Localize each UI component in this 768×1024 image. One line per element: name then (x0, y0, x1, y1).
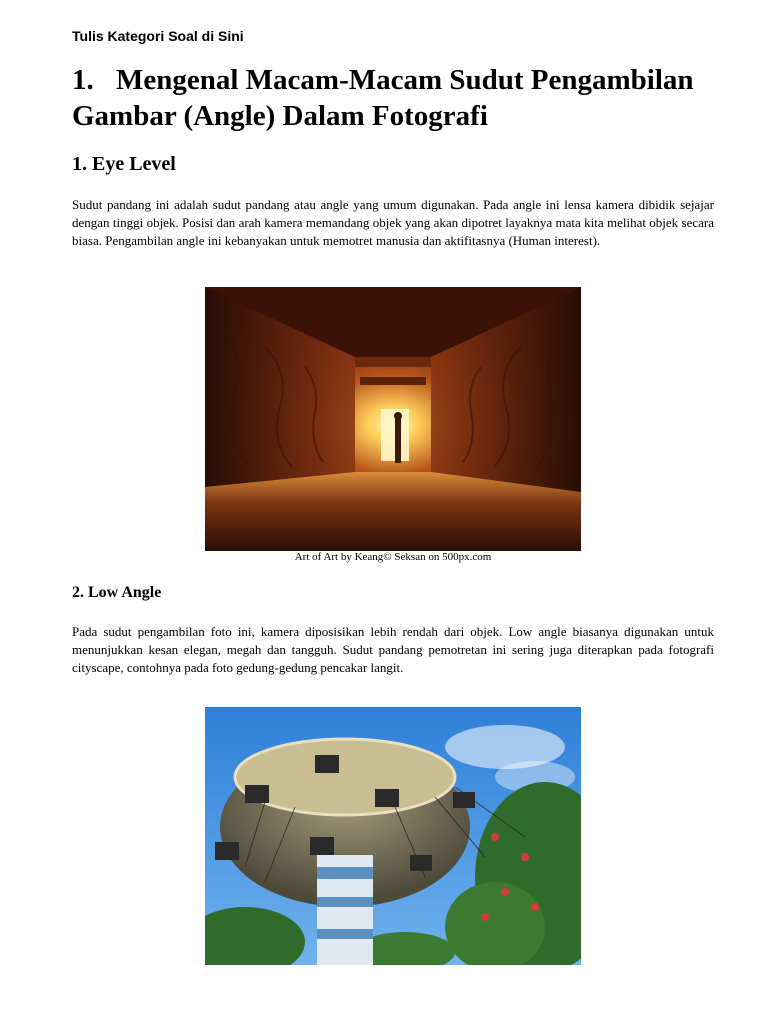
photo-caption: Art of Art by Keang© Seksan on 500px.com (294, 551, 492, 563)
title-number: 1. (72, 64, 94, 96)
temple-corridor-photo (205, 287, 581, 551)
section-heading-low-angle: 2. Low Angle (72, 584, 162, 601)
section-paragraph-low-angle: Pada sudut pengambilan foto ini, kamera diposisikan lebih rendah dari objek. Low angle biasanya digunakan untuk menunjukkan kesan elegan, megah dan tangguh. Sudut pandang pemotretan ini sering juga diterapkan pada fotografi cityscape, contohnya pada foto gedung-gedung pencakar langit. (72, 624, 714, 675)
section-heading-eye-level: 1. Eye Level (72, 153, 176, 175)
title-text: Mengenal Macam-Macam Sudut Pengambilan Gambar (Angle) Dalam Fotografi (72, 64, 694, 132)
section-paragraph-eye-level: Sudut pandang ini adalah sudut pandang atau angle yang umum digunakan. Pada angle ini lensa kamera dibidik sejajar dengan tinggi objek. Posisi dan arah kamera memandang objek yang akan dipotret layaknya mata kita melihat objek secara biasa. Pengambilan angle ini kebanyakan untuk memotret manusia dan aktifitasnya (Human interest). (72, 197, 714, 248)
category-label: Tulis Kategori Soal di Sini (72, 28, 244, 44)
swing-ride-photo (205, 707, 581, 965)
page-title (72, 62, 732, 134)
